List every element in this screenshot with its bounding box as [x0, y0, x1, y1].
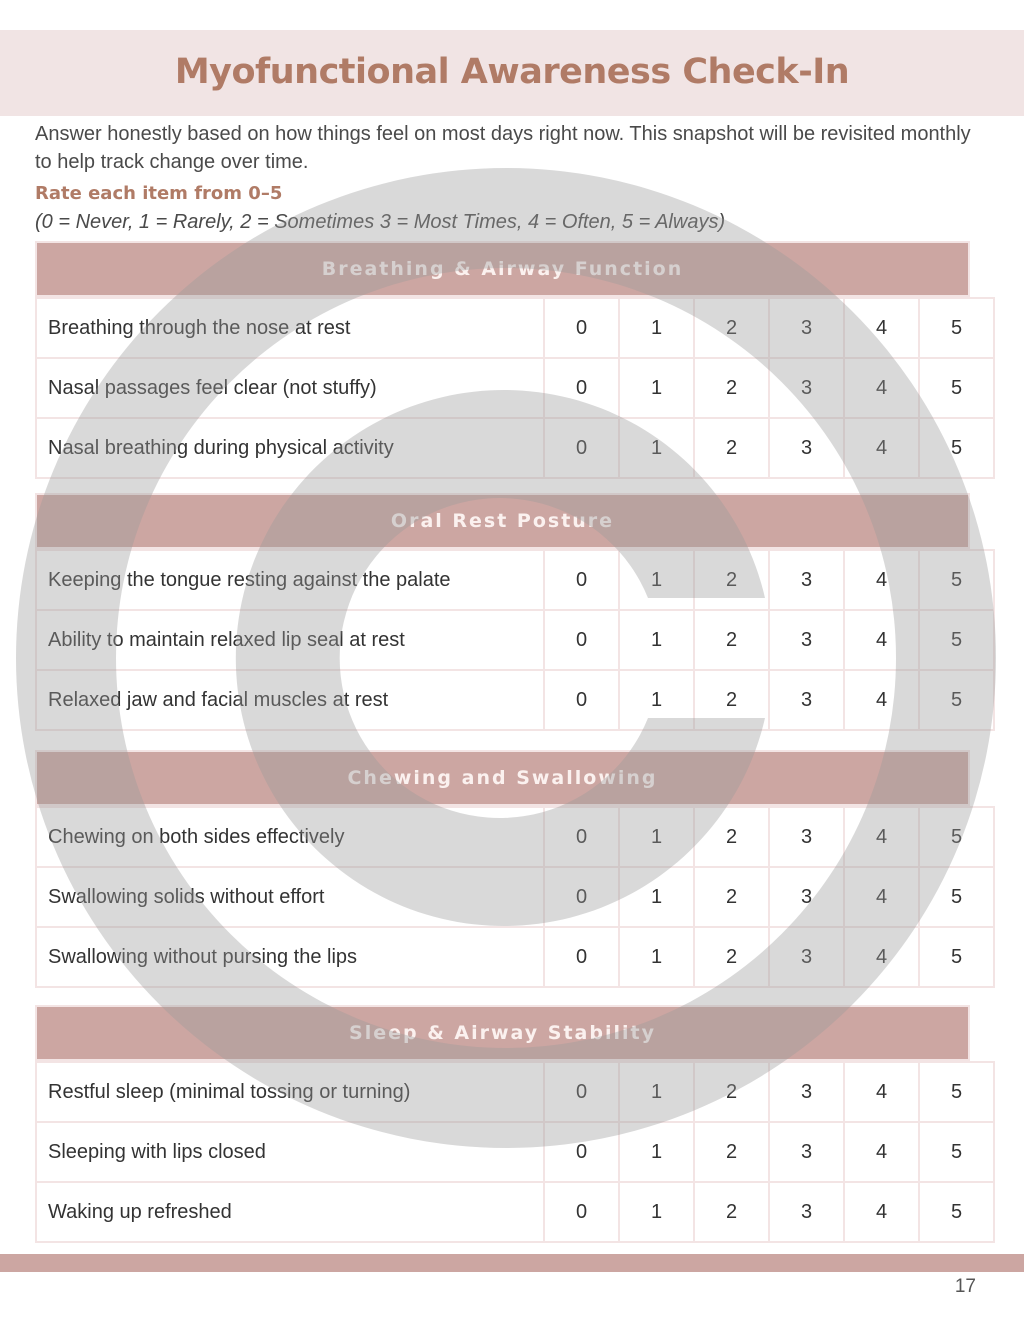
rating-table	[35, 1061, 995, 1243]
rating-option-0[interactable]: 0	[544, 1062, 619, 1122]
table-row	[36, 927, 994, 987]
rating-option-4[interactable]: 4	[844, 927, 919, 987]
rating-option-1[interactable]: 1	[619, 550, 694, 610]
item-label: Relaxed jaw and facial muscles at rest	[36, 670, 544, 730]
rating-option-1[interactable]: 1	[619, 927, 694, 987]
rating-option-1[interactable]: 1	[619, 1122, 694, 1182]
rating-option-4[interactable]: 4	[844, 1182, 919, 1242]
rating-option-5[interactable]: 5	[919, 358, 994, 418]
section-breathing	[35, 241, 970, 479]
section-oral-rest-posture	[35, 493, 970, 731]
rating-option-0[interactable]: 0	[544, 550, 619, 610]
rating-option-2[interactable]: 2	[694, 550, 769, 610]
page-title: Myofunctional Awareness Check-In	[174, 52, 850, 92]
rating-option-1[interactable]: 1	[619, 610, 694, 670]
rating-option-3[interactable]: 3	[769, 1182, 844, 1242]
table-row	[36, 610, 994, 670]
rating-option-3[interactable]: 3	[769, 927, 844, 987]
table-row	[36, 867, 994, 927]
rating-option-5[interactable]: 5	[919, 670, 994, 730]
item-label: Keeping the tongue resting against the palate	[36, 550, 544, 610]
rating-option-1[interactable]: 1	[619, 298, 694, 358]
item-label: Chewing on both sides effectively	[36, 807, 544, 867]
section-sleep-airway	[35, 1005, 970, 1243]
rating-option-0[interactable]: 0	[544, 867, 619, 927]
rating-option-5[interactable]: 5	[919, 867, 994, 927]
rating-option-2[interactable]: 2	[694, 1122, 769, 1182]
rating-option-5[interactable]: 5	[919, 1062, 994, 1122]
section-header: Oral Rest Posture	[35, 493, 970, 549]
intro-text: Answer honestly based on how things feel on most days right now. This snapshot will be revisited monthly to help track change over time.	[35, 123, 971, 173]
rating-option-0[interactable]: 0	[544, 418, 619, 478]
rating-option-3[interactable]: 3	[769, 1122, 844, 1182]
rating-option-3[interactable]: 3	[769, 807, 844, 867]
rating-option-1[interactable]: 1	[619, 1062, 694, 1122]
rating-option-2[interactable]: 2	[694, 610, 769, 670]
rating-option-5[interactable]: 5	[919, 807, 994, 867]
section-header: Breathing & Airway Function	[35, 241, 970, 297]
item-label: Swallowing solids without effort	[36, 867, 544, 927]
table-row	[36, 298, 994, 358]
rating-option-5[interactable]: 5	[919, 1182, 994, 1242]
item-label: Sleeping with lips closed	[36, 1122, 544, 1182]
rating-option-5[interactable]: 5	[919, 298, 994, 358]
rating-option-4[interactable]: 4	[844, 550, 919, 610]
rating-option-5[interactable]: 5	[919, 418, 994, 478]
rating-option-1[interactable]: 1	[619, 418, 694, 478]
rating-option-0[interactable]: 0	[544, 610, 619, 670]
section-header: Chewing and Swallowing	[35, 750, 970, 806]
rating-option-2[interactable]: 2	[694, 1062, 769, 1122]
rating-option-4[interactable]: 4	[844, 1062, 919, 1122]
section-chewing-swallowing	[35, 750, 970, 988]
rating-option-1[interactable]: 1	[619, 867, 694, 927]
rating-option-1[interactable]: 1	[619, 807, 694, 867]
rating-option-3[interactable]: 3	[769, 670, 844, 730]
table-row	[36, 1182, 994, 1242]
rating-option-4[interactable]: 4	[844, 1122, 919, 1182]
item-label: Restful sleep (minimal tossing or turning)	[36, 1062, 544, 1122]
rating-option-0[interactable]: 0	[544, 1182, 619, 1242]
rating-option-5[interactable]: 5	[919, 927, 994, 987]
rating-option-1[interactable]: 1	[619, 1182, 694, 1242]
rating-option-3[interactable]: 3	[769, 867, 844, 927]
item-label: Ability to maintain relaxed lip seal at rest	[36, 610, 544, 670]
rating-option-2[interactable]: 2	[694, 807, 769, 867]
item-label: Swallowing without pursing the lips	[36, 927, 544, 987]
table-row	[36, 670, 994, 730]
page-number: 17	[954, 1276, 976, 1297]
rating-table	[35, 806, 995, 988]
item-label: Nasal breathing during physical activity	[36, 418, 544, 478]
rating-option-2[interactable]: 2	[694, 927, 769, 987]
item-label: Waking up refreshed	[36, 1182, 544, 1242]
rating-scale: (0 = Never, 1 = Rarely, 2 = Sometimes 3 = Most Times, 4 = Often, 5 = Always)	[35, 211, 726, 233]
rating-option-3[interactable]: 3	[769, 358, 844, 418]
rating-option-0[interactable]: 0	[544, 358, 619, 418]
rating-option-4[interactable]: 4	[844, 867, 919, 927]
rating-option-1[interactable]: 1	[619, 670, 694, 730]
rating-table	[35, 297, 995, 479]
rating-option-5[interactable]: 5	[919, 550, 994, 610]
rating-option-4[interactable]: 4	[844, 610, 919, 670]
table-row	[36, 1122, 994, 1182]
table-row	[36, 1062, 994, 1122]
rating-table	[35, 549, 995, 731]
item-label: Breathing through the nose at rest	[36, 298, 544, 358]
rating-option-3[interactable]: 3	[769, 550, 844, 610]
rating-option-4[interactable]: 4	[844, 358, 919, 418]
rating-option-5[interactable]: 5	[919, 610, 994, 670]
rating-option-3[interactable]: 3	[769, 1062, 844, 1122]
rating-option-1[interactable]: 1	[619, 358, 694, 418]
rating-option-2[interactable]: 2	[694, 1182, 769, 1242]
rating-option-0[interactable]: 0	[544, 807, 619, 867]
table-row	[36, 418, 994, 478]
rating-option-3[interactable]: 3	[769, 298, 844, 358]
section-header: Sleep & Airway Stability	[35, 1005, 970, 1061]
rating-option-2[interactable]: 2	[694, 298, 769, 358]
rating-option-0[interactable]: 0	[544, 927, 619, 987]
rating-option-4[interactable]: 4	[844, 298, 919, 358]
rating-option-0[interactable]: 0	[544, 670, 619, 730]
table-row	[36, 550, 994, 610]
rating-option-0[interactable]: 0	[544, 1122, 619, 1182]
rating-option-0[interactable]: 0	[544, 298, 619, 358]
rating-option-4[interactable]: 4	[844, 807, 919, 867]
rating-option-2[interactable]: 2	[694, 867, 769, 927]
item-label: Nasal passages feel clear (not stuffy)	[36, 358, 544, 418]
table-row	[36, 358, 994, 418]
rating-option-2[interactable]: 2	[694, 418, 769, 478]
rating-option-3[interactable]: 3	[769, 418, 844, 478]
footer-bar	[0, 1254, 1024, 1272]
rating-option-4[interactable]: 4	[844, 418, 919, 478]
rating-option-2[interactable]: 2	[694, 670, 769, 730]
rating-option-3[interactable]: 3	[769, 610, 844, 670]
rating-option-5[interactable]: 5	[919, 1122, 994, 1182]
rating-option-2[interactable]: 2	[694, 358, 769, 418]
rating-option-4[interactable]: 4	[844, 670, 919, 730]
rating-instruction: Rate each item from 0–5	[35, 183, 283, 204]
table-row	[36, 807, 994, 867]
